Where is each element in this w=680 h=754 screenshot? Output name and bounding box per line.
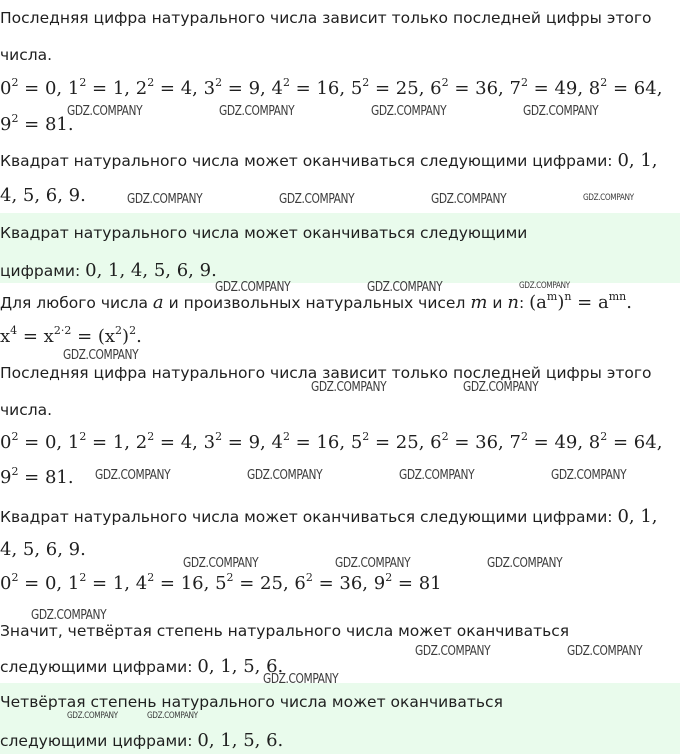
watermark: GDZ.COMPANY [247,468,323,483]
watermark: GDZ.COMPANY [523,104,599,119]
math-text: = 64, [607,432,663,453]
watermark: GDZ.COMPANY [183,556,259,571]
variable: n [507,292,519,313]
math-text: = 81 [392,573,442,594]
exponent: 2 [305,571,313,584]
math-line [0,326,142,348]
text: Для любого числа [0,294,148,312]
math-text: 0 [0,78,12,99]
callout-line [0,730,283,752]
math-line [0,573,442,595]
math-text: = 9, 4 [222,432,283,453]
watermark: GDZ.COMPANY [215,280,291,295]
exponent: 2 [282,430,290,443]
text: Квадрат натурального числа может оканчиваться следующими цифрами: [0,508,613,526]
math-text: = 1, 4 [86,573,148,594]
math-text: = a [571,292,609,313]
paragraph-line [0,656,283,678]
exponent: 2 [11,571,19,584]
exponent: 2 [441,430,449,443]
math-text: = 0, 1 [18,78,80,99]
math-text: = 25, 6 [369,432,442,453]
math-line: 4, 5, 6, 9. [0,539,86,560]
math-text: . [626,292,632,313]
callout-line: Квадрат натурального числа может оканчиваться следующими [0,224,528,242]
watermark: GDZ.COMPANY [463,380,539,395]
math-text: x [0,326,11,347]
math-text: . [136,326,142,347]
math-text: = 1, 2 [86,432,148,453]
math-text: ) [122,326,130,347]
watermark: GDZ.COMPANY [127,192,203,207]
math-text: = (x [71,326,116,347]
exponent: 2 [79,571,87,584]
watermark: GDZ.COMPANY [367,280,443,295]
math-text: = 64, [607,78,663,99]
math-text: = 49, 8 [527,78,601,99]
math-text: = 25, 6 [369,78,442,99]
exponent: 2 [11,112,19,125]
paragraph-line: числа. [0,46,53,64]
math-text: (a [529,292,547,313]
exponent: 2 [362,430,370,443]
math-line [0,467,74,489]
math-line: 4, 5, 6, 9. [0,185,86,206]
math-text: = 4, 3 [154,78,216,99]
math-line [0,78,662,100]
watermark: GDZ.COMPANY [567,644,643,659]
math-text: = 4, 3 [154,432,216,453]
math-text: 0 [0,573,12,594]
math-text: 9 [0,114,12,135]
math-text: = 36, 7 [448,78,521,99]
exponent: 2 [441,76,449,89]
watermark: GDZ.COMPANY [67,104,143,119]
exponent: 2 [385,571,393,584]
math-text: = 49, 8 [527,432,601,453]
math-text: = 16, 5 [289,78,363,99]
exponent: m [546,290,558,303]
watermark: GDZ.COMPANY [399,468,475,483]
variable: m [470,292,488,313]
exponent: 2 [11,465,19,478]
watermark: GDZ.COMPANY [431,192,507,207]
math-inline [529,292,632,313]
math-inline: 0, 1, 5, 6. [197,730,284,751]
exponent: 2 [520,76,528,89]
watermark: GDZ.COMPANY [95,468,171,483]
math-text: ) [557,292,565,313]
callout-line [0,260,217,282]
exponent: 2 [600,430,608,443]
paragraph-line: Последняя цифра натурального числа зависит только последней цифры этого [0,9,652,27]
text: следующими цифрами: [0,658,193,676]
text: и [492,294,503,312]
math-text: = 81. [18,467,74,488]
watermark: GDZ.COMPANY [519,281,570,291]
exponent: 2 [129,324,137,337]
math-inline: 0, 1, 4, 5, 6, 9. [85,260,217,281]
paragraph-line [0,506,658,528]
paragraph-line: числа. [0,401,53,419]
watermark: GDZ.COMPANY [219,104,295,119]
watermark: GDZ.COMPANY [335,556,411,571]
variable: a [152,292,164,313]
text: Квадрат натурального числа может оканчиваться следующими цифрами: [0,152,613,170]
text: цифрами: [0,262,81,280]
watermark: GDZ.COMPANY [583,193,634,203]
paragraph-line: Последняя цифра натурального числа зависит только последней цифры этого [0,364,652,382]
math-text: = 1, 2 [86,78,148,99]
math-text: = 0, 1 [18,573,80,594]
exponent: 2 [147,430,155,443]
exponent: 2 [147,76,155,89]
watermark: GDZ.COMPANY [415,644,491,659]
exponent: 2 [11,76,19,89]
watermark: GDZ.COMPANY [263,672,339,687]
math-text: = 36, 9 [312,573,386,594]
watermark: GDZ.COMPANY [63,348,139,363]
exponent: 2 [115,324,123,337]
math-text: = 0, 1 [18,432,80,453]
exponent: 2 [215,76,223,89]
answer-callout [0,213,680,283]
exponent: 2 [147,571,155,584]
watermark: GDZ.COMPANY [147,711,198,721]
exponent: 2 [600,76,608,89]
exponent: 2 [520,430,528,443]
math-text: = 36, 7 [448,432,521,453]
math-inline: 0, 1, [617,506,658,527]
callout-line: Четвёртая степень натурального числа может оканчиваться [0,693,503,711]
watermark: GDZ.COMPANY [279,192,355,207]
paragraph-line [0,150,658,172]
math-inline: 0, 1, [617,150,658,171]
text: и произвольных натуральных чисел [168,294,466,312]
math-text: = 9, 4 [222,78,283,99]
exponent: 4 [10,324,18,337]
paragraph-line: Значит, четвёртая степень натурального числа может оканчиваться [0,622,570,640]
text: следующими цифрами: [0,732,193,750]
exponent: 2 [226,571,234,584]
exponent: 2 [11,430,19,443]
exponent: 2 [215,430,223,443]
text: : [518,294,525,312]
math-text: 9 [0,467,12,488]
exponent: 2 [79,430,87,443]
math-text: = 16, 5 [289,432,363,453]
math-inline: 0, 1, 5, 6. [197,656,284,677]
watermark: GDZ.COMPANY [551,468,627,483]
exponent: n [564,290,572,303]
watermark: GDZ.COMPANY [487,556,563,571]
math-text: 0 [0,432,12,453]
watermark: GDZ.COMPANY [31,608,107,623]
exponent: mn [608,290,627,303]
math-text: = 16, 5 [154,573,227,594]
watermark: GDZ.COMPANY [311,380,387,395]
math-text: = 81. [18,114,74,135]
math-text: = x [17,326,54,347]
watermark: GDZ.COMPANY [371,104,447,119]
exponent: 2·2 [53,324,72,337]
math-line [0,432,662,454]
paragraph-line [0,292,632,314]
math-text: = 25, 6 [233,573,306,594]
exponent: 2 [282,76,290,89]
exponent: 2 [79,76,87,89]
watermark: GDZ.COMPANY [67,711,118,721]
math-line [0,114,74,136]
exponent: 2 [362,76,370,89]
